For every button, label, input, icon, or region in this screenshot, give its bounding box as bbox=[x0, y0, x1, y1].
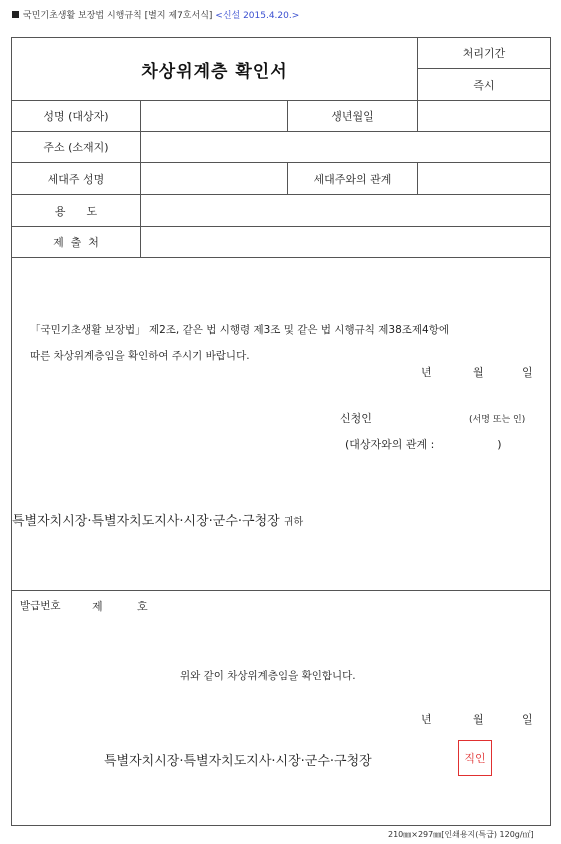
name-field[interactable] bbox=[141, 101, 287, 131]
submit-to-label: 제 출 처 bbox=[53, 236, 99, 249]
bullet-square-icon bbox=[12, 11, 19, 18]
issue-number-ho: 호 bbox=[137, 600, 148, 613]
request-text-line2: 따른 차상위계층임을 확인하여 주시기 바랍니다. bbox=[30, 350, 250, 362]
recipient-authority: 특별자치시장·특별자치도지사·시장·군수·구청장 bbox=[12, 514, 280, 529]
applicant-label: 신청인 bbox=[340, 412, 372, 425]
issue-number-je: 제 bbox=[92, 600, 103, 613]
request-date-day: 일 bbox=[522, 366, 533, 379]
recipient-line bbox=[12, 510, 303, 529]
revision-date: <신설 2015.4.20.> bbox=[215, 11, 300, 21]
birth-date-field[interactable] bbox=[418, 101, 550, 131]
name-label: 성명 (대상자) bbox=[43, 110, 109, 123]
signature-hint: (서명 또는 인) bbox=[469, 415, 526, 425]
request-date-year: 년 bbox=[421, 366, 432, 379]
form-number: [별지 제7호서식] bbox=[144, 11, 213, 21]
purpose-label: 용 도 bbox=[54, 204, 98, 218]
submit-to-field[interactable] bbox=[141, 227, 550, 257]
address-field[interactable] bbox=[141, 132, 550, 162]
birth-date-label: 생년월일 bbox=[331, 110, 374, 123]
relation-to-head-field[interactable] bbox=[418, 163, 550, 194]
issue-date-day: 일 bbox=[522, 713, 533, 726]
confirmation-text: 위와 같이 차상위계층임을 확인합니다. bbox=[180, 670, 356, 682]
address-label: 주소 (소재지) bbox=[43, 141, 109, 154]
issue-date-year: 년 bbox=[421, 713, 432, 726]
law-name: 국민기초생활 보장법 시행규칙 bbox=[23, 11, 142, 21]
issuing-authority: 특별자치시장·특별자치도지사·시장·군수·구청장 bbox=[104, 754, 372, 769]
frame-right bbox=[550, 37, 551, 826]
issue-number-label: 발급번호 bbox=[20, 600, 61, 612]
form-header bbox=[12, 8, 299, 21]
row-line-6 bbox=[11, 257, 551, 258]
frame-bottom bbox=[11, 825, 551, 826]
household-head-field[interactable] bbox=[141, 163, 287, 194]
section-divider bbox=[11, 590, 551, 591]
recipient-honorific: 귀하 bbox=[283, 517, 304, 528]
official-seal-stamp: 직인 bbox=[458, 740, 492, 776]
relation-to-head-label: 세대주와의 관계 bbox=[313, 172, 392, 186]
relation-to-subject: (대상자와의 관계 : ) bbox=[345, 438, 502, 451]
paper-spec-footer: 210㎜×297㎜[인쇄용지(특급) 120g/㎡] bbox=[388, 830, 534, 839]
processing-period-label: 처리기간 bbox=[462, 47, 506, 60]
issue-date-month: 월 bbox=[473, 713, 484, 726]
purpose-field[interactable] bbox=[141, 195, 550, 226]
household-head-label: 세대주 성명 bbox=[47, 172, 105, 186]
document-title: 차상위계층 확인서 bbox=[141, 61, 288, 82]
request-text-line1: 「국민기초생활 보장법」 제2조, 같은 법 시행령 제3조 및 같은 법 시행규칙 제38조제4항에 bbox=[30, 324, 450, 336]
request-date-month: 월 bbox=[473, 366, 484, 379]
processing-period-value: 즉시 bbox=[473, 78, 495, 92]
